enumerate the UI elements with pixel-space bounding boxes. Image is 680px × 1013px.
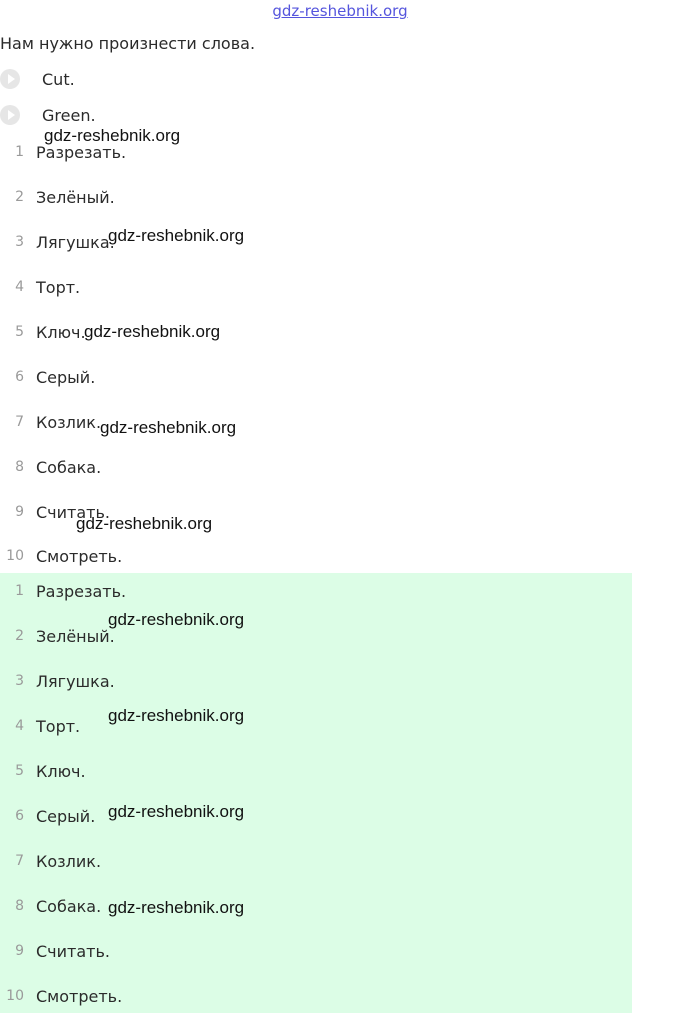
list-item xyxy=(0,320,86,344)
list-item xyxy=(0,984,122,1008)
top-watermark-link[interactable]: gdz-reshebnik.org xyxy=(272,2,408,20)
audio-word: Green. xyxy=(42,105,96,125)
list-item xyxy=(0,759,86,783)
item-number: 1 xyxy=(15,583,24,599)
item-number: 4 xyxy=(15,279,24,295)
item-number: 7 xyxy=(15,414,24,430)
list-item xyxy=(0,849,101,873)
watermark-text: gdz-reshebnik.org xyxy=(108,802,245,821)
watermark-text: gdz-reshebnik.org xyxy=(100,418,237,437)
instruction-text: Нам нужно произнести слова. xyxy=(0,34,256,53)
list-item xyxy=(0,185,115,209)
item-number: 10 xyxy=(6,548,24,564)
watermark-text: gdz-reshebnik.org xyxy=(84,322,221,341)
item-number: 9 xyxy=(15,504,24,520)
item-word: Разрезать. xyxy=(36,581,127,601)
item-number: 4 xyxy=(15,718,24,734)
list-item xyxy=(0,230,115,254)
audio-item-cut[interactable] xyxy=(0,68,75,90)
item-word: Считать. xyxy=(36,941,110,961)
item-number: 10 xyxy=(6,988,24,1004)
item-number: 8 xyxy=(15,459,24,475)
item-word: Собака. xyxy=(36,457,102,477)
item-word: Ключ. xyxy=(36,322,86,342)
play-icon[interactable] xyxy=(0,69,20,89)
list-item xyxy=(0,365,95,389)
item-number: 5 xyxy=(15,763,24,779)
watermark-text: gdz-reshebnik.org xyxy=(108,706,245,725)
play-icon[interactable] xyxy=(0,105,20,125)
list-item xyxy=(0,410,101,434)
item-word: Торт. xyxy=(36,277,81,297)
audio-word: Cut. xyxy=(42,69,75,89)
item-number: 9 xyxy=(15,943,24,959)
list-item xyxy=(0,455,101,479)
watermark-text: gdz-reshebnik.org xyxy=(108,898,245,917)
item-number: 6 xyxy=(15,808,24,824)
item-number: 2 xyxy=(15,189,24,205)
watermark-text: gdz-reshebnik.org xyxy=(108,610,245,629)
list-item xyxy=(0,669,115,693)
item-word: Серый. xyxy=(36,806,96,826)
item-word: Торт. xyxy=(36,716,81,736)
item-number: 8 xyxy=(15,898,24,914)
item-word: Разрезать. xyxy=(36,142,127,162)
list-item xyxy=(0,275,80,299)
item-word: Лягушка. xyxy=(36,232,115,252)
list-item xyxy=(0,544,122,568)
item-number: 3 xyxy=(15,234,24,250)
item-word: Считать. xyxy=(36,502,110,522)
item-word: Козлик. xyxy=(36,412,102,432)
item-word: Лягушка. xyxy=(36,671,115,691)
item-word: Козлик. xyxy=(36,851,102,871)
item-word: Зелёный. xyxy=(36,626,115,646)
item-word: Серый. xyxy=(36,367,96,387)
word-list-2-highlighted xyxy=(0,573,632,1013)
watermark-text: gdz-reshebnik.org xyxy=(76,514,213,533)
item-word: Собака. xyxy=(36,896,102,916)
list-item xyxy=(0,894,101,918)
item-number: 2 xyxy=(15,628,24,644)
list-item xyxy=(0,624,115,648)
item-number: 6 xyxy=(15,369,24,385)
item-number: 7 xyxy=(15,853,24,869)
audio-item-green[interactable] xyxy=(0,104,96,126)
item-number: 5 xyxy=(15,324,24,340)
list-item xyxy=(0,579,126,603)
item-word: Смотреть. xyxy=(36,986,123,1006)
watermark-text: gdz-reshebnik.org xyxy=(44,126,181,145)
item-word: Ключ. xyxy=(36,761,86,781)
list-item xyxy=(0,939,110,963)
item-word: Смотреть. xyxy=(36,546,123,566)
item-word: Зелёный. xyxy=(36,187,115,207)
watermark-text: gdz-reshebnik.org xyxy=(108,226,245,245)
item-number: 3 xyxy=(15,673,24,689)
list-item xyxy=(0,804,95,828)
list-item xyxy=(0,714,80,738)
item-number: 1 xyxy=(15,144,24,160)
